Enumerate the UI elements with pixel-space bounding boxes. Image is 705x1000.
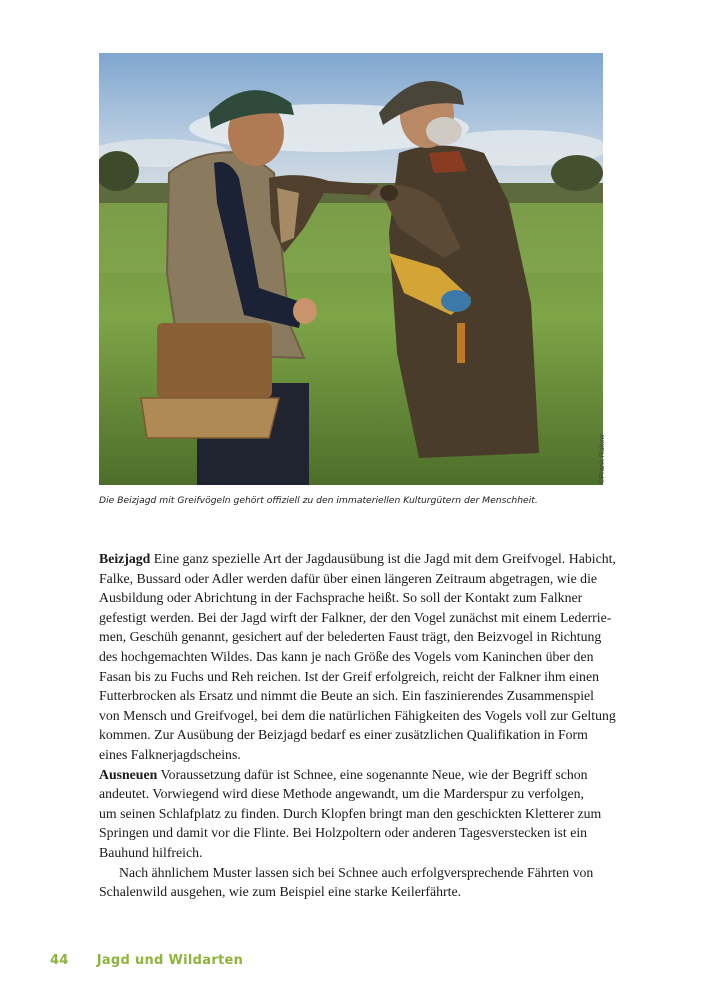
article-line [99, 823, 619, 843]
article-line-text: des hochgemachten Wildes. Das kann je nach Größe des Vogels vom Kaninchen über den [99, 648, 594, 664]
page-number: 44 [50, 953, 69, 968]
glossary-term: Ausneuen [99, 766, 158, 782]
article-line [99, 765, 619, 785]
article-line [99, 569, 619, 589]
article-line [99, 686, 619, 706]
article-line [99, 706, 619, 726]
article-line-text: eines Falknerjagdscheins. [99, 746, 241, 762]
article-line [99, 647, 619, 667]
article-line-text: Springen und damit vor die Flinte. Bei Holzpoltern oder anderen Tagesverstecken ist ein [99, 825, 588, 841]
article-line-text: Schalenwild ausgehen, wie zum Beispiel eine starke Keilerfährte. [99, 884, 462, 900]
article-line-text: Voraussetzung dafür ist Schnee, eine sogenannte Neue, wie der Begriff schon [157, 766, 588, 782]
glossary-term: Beizjagd [99, 551, 151, 566]
article-line-text: men, Geschüh genannt, gesichert auf der belederten Faust trägt, den Beizvogel in Richtung [99, 629, 602, 645]
article-line [99, 588, 619, 608]
section-title: Jagd und Wildarten [96, 953, 244, 968]
falconry-photo [99, 53, 603, 485]
photo-credit: ©Frank Rakow [597, 434, 606, 484]
article-line-text: Eine ganz spezielle Art der Jagdausübung ist die Jagd mit dem Greifvogel. Habicht, [150, 551, 616, 566]
article-line-text: Futterbrocken als Ersatz und nimmt die Beute an sich. Ein faszinierendes Zusammenspiel [99, 688, 595, 704]
article-line-text: Falke, Bussard oder Adler werden dafür über einen längeren Zeitraum abgetragen, wie die [99, 570, 598, 586]
photo-caption: Die Beizjagd mit Greifvögeln gehört offiziell zu den immateriellen Kulturgütern der Menschheit. [99, 495, 538, 506]
article-line [99, 745, 619, 765]
page-footer [50, 953, 243, 968]
article-line [99, 627, 619, 647]
article-line [99, 804, 619, 824]
article-line [99, 882, 619, 902]
article-line-text: kommen. Zur Ausübung der Beizjagd bedarf es einer zusätzlichen Qualifikation in Form [99, 727, 588, 743]
article-line-text: um seinen Schlafplatz zu finden. Durch Klopfen bringt man den geschickten Kletterer zum [99, 805, 602, 821]
article-line [99, 863, 619, 883]
article-line [99, 608, 619, 628]
article-line-text: gefestigt werden. Bei der Jagd wirft der Falkner, der den Vogel zunächst mit einem Lederrie- [99, 609, 612, 625]
article-line [99, 667, 619, 687]
article-line-text: Ausbildung oder Abrichtung in der Fachsprache heißt. So soll der Kontakt zum Falkner [99, 590, 583, 606]
article-line [99, 549, 619, 569]
article-body [99, 549, 619, 902]
article-line-text: Fasan bis zu Fuchs und Reh reichen. Ist der Greif erfolgreich, reicht der Falkner ihm einen [99, 668, 599, 684]
article-line-text: Nach ähnlichem Muster lassen sich bei Schnee auch erfolgversprechende Fährten von [119, 864, 594, 880]
article-line [99, 784, 619, 804]
article-line-text: Bauhund hilfreich. [99, 844, 203, 860]
article-line [99, 725, 619, 745]
article-line [99, 843, 619, 863]
article-line-text: von Mensch und Greifvogel, bei dem die natürlichen Fähigkeiten des Vogels voll zur Geltung [99, 707, 616, 723]
article-line-text: andeutet. Vorwiegend wird diese Methode angewandt, um die Marderspur zu verfolgen, [99, 786, 584, 802]
